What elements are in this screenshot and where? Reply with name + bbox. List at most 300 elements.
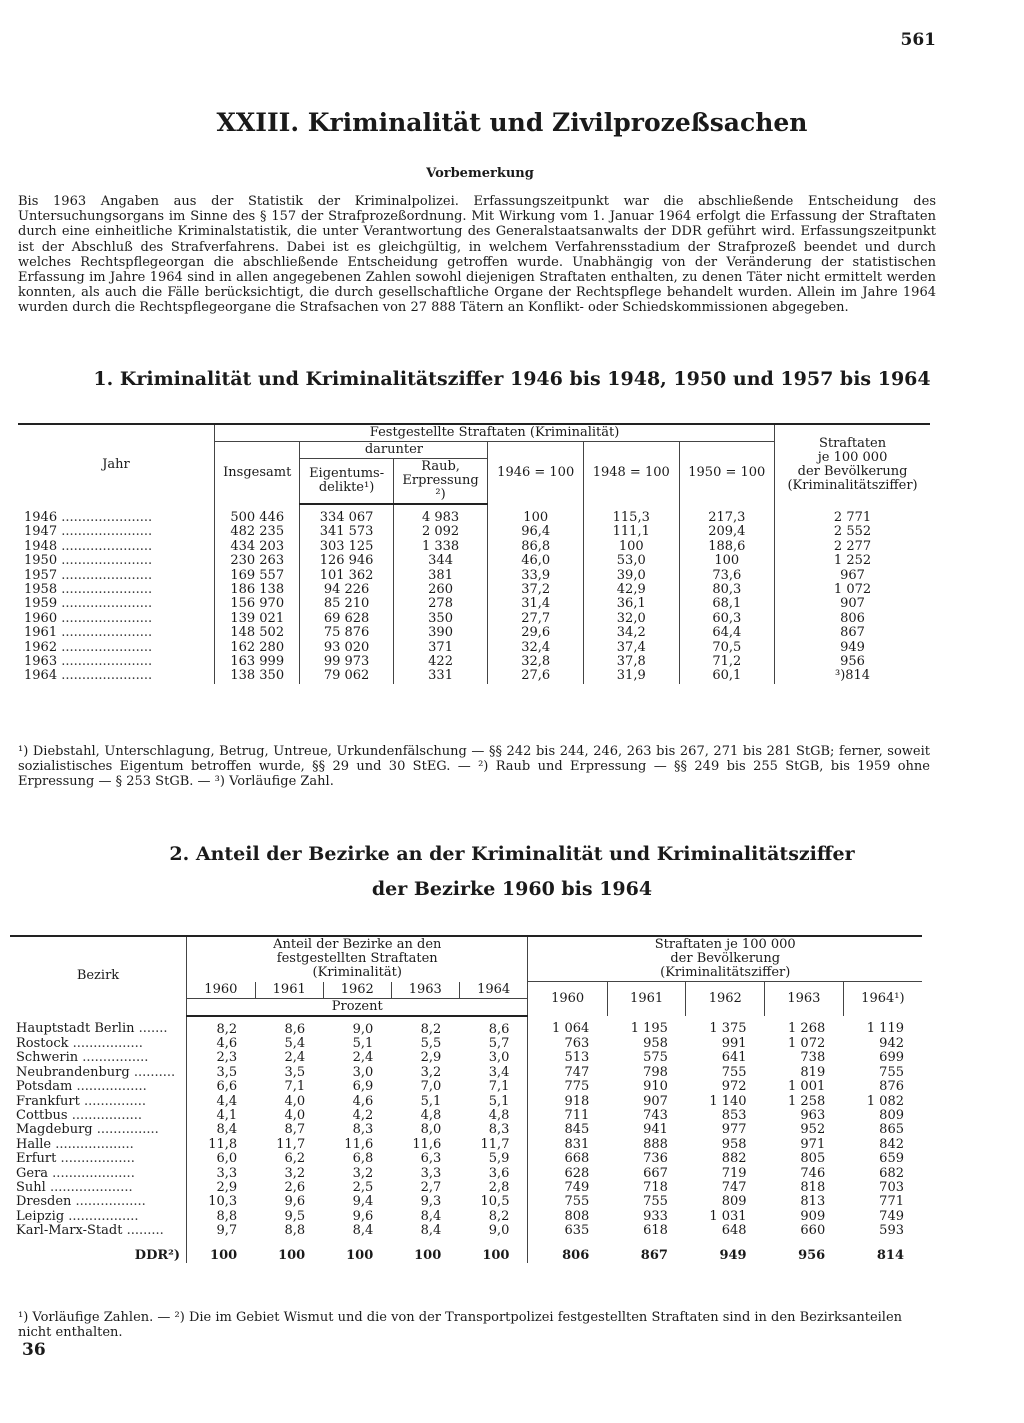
table-cell: 806 — [562, 1247, 590, 1263]
table-cell: 100 — [346, 1247, 374, 1263]
table-cell: 809 — [721, 1194, 747, 1210]
district-label: Leipzig — [16, 1208, 65, 1224]
table-cell: 798 — [643, 1064, 668, 1080]
table-cell: 3,4 — [459, 1066, 528, 1080]
table-cell: 334 067 — [300, 504, 393, 525]
table-row — [18, 612, 930, 626]
table-cell: 10,5 — [459, 1195, 528, 1209]
table-cell: 3,0 — [352, 1064, 374, 1080]
table-cell: 217,3 — [679, 504, 775, 525]
table-cell: 422 — [393, 655, 488, 669]
table-cell: 5,5 — [420, 1035, 442, 1051]
table-cell: 100 — [679, 554, 775, 568]
table-cell: 115,3 — [583, 504, 679, 525]
table-cell: 85 210 — [300, 597, 393, 611]
row-year: 1946 ...................... — [18, 504, 215, 525]
table-cell: 635 — [564, 1223, 590, 1239]
table-cell: 5,1 — [352, 1035, 374, 1051]
table-cell: 5,7 — [459, 1037, 528, 1051]
year-label: 1948 — [24, 538, 58, 554]
year-label: 1962 — [24, 639, 58, 655]
table-cell: 513 — [564, 1050, 590, 1066]
table-cell: 341 573 — [300, 525, 393, 539]
year-label: 1946 — [24, 509, 58, 525]
table-row — [18, 554, 930, 568]
district-name: Dresden ................. — [10, 1195, 187, 1209]
table-cell: 11,7 — [276, 1136, 306, 1152]
table-row — [10, 1224, 922, 1238]
table-cell: 42,9 — [583, 583, 679, 597]
row-year: 1960 ...................... — [18, 612, 215, 626]
table-cell: 699 — [879, 1050, 904, 1066]
header-kriminalitaetsziffer: Straftaten je 100 000 der Bevölkerung (Kriminalitätsziffer) — [787, 435, 918, 493]
table-cell: 1 140 — [709, 1093, 747, 1109]
table-cell: 806 — [840, 610, 865, 626]
table-cell: 80,3 — [679, 583, 775, 597]
table-cell: 971 — [800, 1136, 826, 1152]
table-cell: 6,9 — [352, 1079, 374, 1095]
table-row — [18, 669, 930, 683]
district-label: Frankfurt — [16, 1093, 80, 1109]
table-cell: 126 946 — [300, 554, 393, 568]
table-cell: 11,8 — [208, 1136, 238, 1152]
table-cell: 9,6 — [284, 1194, 306, 1210]
table-cell: 260 — [393, 583, 488, 597]
table-cell: 4,6 — [216, 1035, 238, 1051]
table-cell: 952 — [800, 1122, 826, 1138]
table-cell: 32,8 — [488, 655, 584, 669]
table-cell: 73,6 — [679, 569, 775, 583]
table-cell: 434 203 — [215, 540, 300, 554]
table-cell: 169 557 — [215, 569, 300, 583]
table-cell: 660 — [800, 1223, 826, 1239]
table-cell: 99 973 — [300, 655, 393, 669]
table-cell: 910 — [643, 1079, 668, 1095]
table-cell: 949 — [719, 1247, 747, 1263]
header-year-anteil: 1960 — [187, 982, 256, 999]
printer-signature: 36 — [22, 1340, 46, 1360]
district-name: Magdeburg ............... — [10, 1123, 187, 1137]
table-cell: 381 — [393, 569, 488, 583]
table-cell: 956 — [840, 654, 865, 670]
header-index-1946: 1946 = 100 — [488, 442, 584, 505]
table-cell: 853 — [721, 1107, 747, 1123]
header-year-anteil: 1961 — [255, 982, 323, 999]
district-label: Rostock — [16, 1035, 69, 1051]
table-cell: 209,4 — [679, 525, 775, 539]
table-row — [10, 1152, 922, 1166]
table-cell: 5,4 — [284, 1035, 306, 1051]
table-row — [10, 1037, 922, 1051]
header-prozent: Prozent — [187, 998, 528, 1016]
header-jahr: Jahr — [18, 424, 215, 504]
header-index-1950: 1950 = 100 — [679, 442, 775, 505]
table-cell: 100 — [210, 1247, 238, 1263]
district-name: Suhl .................... — [10, 1181, 187, 1195]
table-cell: 831 — [564, 1136, 590, 1152]
row-year: 1961 ...................... — [18, 626, 215, 640]
table-cell: 818 — [800, 1179, 826, 1195]
table-cell: 86,8 — [488, 540, 584, 554]
table-cell: 907 — [840, 596, 865, 612]
table-cell: 641 — [721, 1050, 747, 1066]
table-cell: 6,0 — [216, 1151, 238, 1167]
table-cell: 7,1 — [284, 1079, 306, 1095]
table-cell: 2,4 — [352, 1050, 374, 1066]
table-row — [18, 583, 930, 597]
table-cell: 5,1 — [420, 1093, 442, 1109]
table-cell: 34,2 — [583, 626, 679, 640]
row-year: 1957 ...................... — [18, 569, 215, 583]
district-crime-table — [10, 935, 922, 1263]
table-cell: 814 — [876, 1247, 904, 1263]
table-cell: 1 252 — [833, 553, 872, 569]
table-cell: 9,3 — [420, 1194, 442, 1210]
table-cell: 755 — [721, 1064, 747, 1080]
table-cell: 963 — [800, 1107, 826, 1123]
total-row — [10, 1239, 922, 1263]
table-cell: 94 226 — [300, 583, 393, 597]
vorbemerkung-title: Vorbemerkung — [426, 166, 534, 181]
district-label: Neubrandenburg — [16, 1064, 130, 1080]
row-year: 1947 ...................... — [18, 525, 215, 539]
table-cell: 4,4 — [216, 1093, 238, 1109]
vorbemerkung-text: Bis 1963 Angaben aus der Statistik der Kriminalpolizei. Erfassungszeitpunkt war die abschließende Entscheidung des Untersuchungsorgans im Sinne des § 157 der Strafprozeßordnung. Mit Wirkung vom 1. Januar 1964 erfolgt die Erfassung der Straftaten durch eine einheitliche Kriminalstatistik, die unter Verantwortung des Generalstaatsanwalts der DDR geführt wird. Erfassungszeitpunkt ist der Abschluß des Strafverfahrens. Dabei ist es gleichgültig, in welchem Verfahrensstadium der Strafprozeß beendet und durch welches Rechtspflegeorgan die abschließende Entscheidung getroffen wurde. Unabhängig von der Veränderung der statistischen Erfassung im Jahre 1964 sind in allen angegebenen Zahlen sowohl diejenigen Straftaten enthalten, zu denen Täter nicht ermittelt werden konnten, als auch die Fälle berücksichtigt, die durch gesellschaftliche Organe der Rechtspflege behandelt wurden. Allein im Jahre 1964 wurden durch die Rechtspflegeorgane die Strafsachen von 27 888 Tätern an Konflikt- oder Schiedskommissionen abgegeben. — [18, 194, 936, 316]
table-cell: 907 — [643, 1093, 668, 1109]
district-label: Suhl — [16, 1179, 46, 1195]
table-cell: 60,3 — [679, 612, 775, 626]
district-label: Karl-Marx-Stadt — [16, 1223, 123, 1239]
district-name: Karl-Marx-Stadt ......... — [10, 1224, 187, 1238]
table-cell: 738 — [800, 1050, 826, 1066]
table-cell: 667 — [643, 1165, 668, 1181]
table-cell: 8,4 — [216, 1122, 238, 1138]
table-cell: 949 — [840, 639, 865, 655]
table-cell: 2 092 — [393, 525, 488, 539]
table-cell: 882 — [721, 1151, 747, 1167]
table-cell: 482 235 — [215, 525, 300, 539]
table-cell: ³)814 — [834, 668, 871, 684]
table-cell: 8,4 — [420, 1208, 442, 1224]
district-label: Schwerin — [16, 1050, 79, 1066]
table-cell: 933 — [643, 1208, 668, 1224]
table-row — [10, 1080, 922, 1094]
table-cell: 4,8 — [420, 1107, 442, 1123]
table-cell: 593 — [879, 1223, 904, 1239]
table-cell: 344 — [393, 554, 488, 568]
table-cell: 718 — [643, 1179, 668, 1195]
table-cell: 6,6 — [216, 1079, 238, 1095]
table-cell: 4,6 — [352, 1093, 374, 1109]
table-cell: 8,3 — [459, 1123, 528, 1137]
table-cell: 4,2 — [352, 1107, 374, 1123]
table-cell: 3,3 — [420, 1165, 442, 1181]
table-cell: 390 — [393, 626, 488, 640]
district-label: Erfurt — [16, 1151, 57, 1167]
table-cell: 2,5 — [352, 1179, 374, 1195]
table-cell: 69 628 — [300, 612, 393, 626]
table-cell: 27,7 — [488, 612, 584, 626]
table-cell: 2,3 — [216, 1050, 238, 1066]
table-cell: 39,0 — [583, 569, 679, 583]
table-row — [18, 540, 930, 554]
table-cell: 819 — [800, 1064, 826, 1080]
table-cell: 7,0 — [420, 1079, 442, 1095]
table-cell: 148 502 — [215, 626, 300, 640]
table-cell: 865 — [879, 1122, 904, 1138]
table-cell: 100 — [459, 1239, 528, 1263]
table-cell: 186 138 — [215, 583, 300, 597]
table-cell: 2 277 — [833, 538, 872, 554]
table-row — [10, 1066, 922, 1080]
district-name: Hauptstadt Berlin ....... — [10, 1016, 187, 1037]
table-cell: 1 001 — [788, 1079, 826, 1095]
header-year-ziffer: 1963 — [765, 982, 844, 1016]
table-cell: 100 — [278, 1247, 306, 1263]
table-cell: 64,4 — [679, 626, 775, 640]
table-row — [18, 504, 930, 525]
table-cell: 6,3 — [420, 1151, 442, 1167]
table2-title-line1: 2. Anteil der Bezirke an der Kriminalität und Kriminalitätsziffer — [169, 843, 855, 865]
table-cell: 9,4 — [352, 1194, 374, 1210]
table-cell: 755 — [564, 1194, 590, 1210]
year-label: 1959 — [24, 596, 58, 612]
table-cell: 1 082 — [866, 1093, 904, 1109]
header-ziffer: Straftaten je 100 000 der Bevölkerung (Kriminalitätsziffer) — [528, 936, 922, 982]
table-cell: 3,0 — [459, 1051, 528, 1065]
table-cell: 303 125 — [300, 540, 393, 554]
table2-title-line2: der Bezirke 1960 bis 1964 — [371, 878, 653, 900]
table-cell: 500 446 — [215, 504, 300, 525]
table-row — [18, 626, 930, 640]
table-cell: 659 — [879, 1151, 904, 1167]
table-cell: 8,6 — [459, 1016, 528, 1037]
table-cell: 3,6 — [459, 1167, 528, 1181]
table-cell: 682 — [879, 1165, 904, 1181]
table-cell: 46,0 — [488, 554, 584, 568]
table-cell: 763 — [564, 1035, 590, 1051]
table-cell: 11,6 — [344, 1136, 374, 1152]
header-index-1948: 1948 = 100 — [583, 442, 679, 505]
table-cell: 371 — [393, 641, 488, 655]
table-cell: 2,9 — [216, 1179, 238, 1195]
table1-footnote: ¹) Diebstahl, Unterschlagung, Betrug, Untreue, Urkundenfälschung — §§ 242 bis 244, 246, 263 bis 267, 271 bis 281 StGB; ferner, soweit sozialistisches Eigentum betroffen wurde, §§ 29 und 30 StEG. — ²) Raub und Erpressung — §§ 249 bis 255 StGB, bis 1959 ohne Erpressung — § 253 StGB. — ³) Vorläufige Zahl. — [18, 744, 930, 790]
table-cell: 941 — [643, 1122, 668, 1138]
table-row — [10, 1167, 922, 1181]
header-year-anteil: 1963 — [391, 982, 459, 999]
table-cell: 1 072 — [788, 1035, 826, 1051]
table-cell: 31,4 — [488, 597, 584, 611]
table-cell: 162 280 — [215, 641, 300, 655]
table-cell: 888 — [643, 1136, 668, 1152]
table-cell: 8,7 — [284, 1122, 306, 1138]
chapter-title: XXIII. Kriminalität und Zivilprozeßsachen — [216, 108, 808, 137]
table-cell: 1 119 — [866, 1021, 904, 1036]
table-cell: 747 — [721, 1179, 747, 1195]
row-year: 1964 ...................... — [18, 669, 215, 683]
header-insgesamt: Insgesamt — [215, 442, 300, 505]
table-cell: 4 983 — [393, 504, 488, 525]
table-cell: 75 876 — [300, 626, 393, 640]
table-cell: 9,7 — [216, 1223, 238, 1239]
table-cell: 1 064 — [552, 1021, 590, 1036]
table-cell: 3,5 — [216, 1064, 238, 1080]
row-year: 1948 ...................... — [18, 540, 215, 554]
table-cell: 101 362 — [300, 569, 393, 583]
table-cell: 942 — [879, 1035, 904, 1051]
district-name — [10, 1239, 187, 1263]
district-name: Rostock ................. — [10, 1037, 187, 1051]
table-cell: 845 — [564, 1122, 590, 1138]
table-cell: 972 — [721, 1079, 747, 1095]
table-cell: 6,2 — [284, 1151, 306, 1167]
row-year: 1950 ...................... — [18, 554, 215, 568]
year-label: 1963 — [24, 654, 58, 670]
table-cell: 8,2 — [459, 1210, 528, 1224]
table2-footnote: ¹) Vorläufige Zahlen. — ²) Die im Gebiet Wismut und die von der Transportpolizei festgestellten Straftaten sind in den Bezirksanteilen nicht enthalten. — [18, 1310, 903, 1341]
header-darunter: darunter — [300, 442, 488, 459]
year-label: 1964 — [24, 668, 58, 684]
table-cell: 68,1 — [679, 597, 775, 611]
table-cell: 736 — [643, 1151, 668, 1167]
table-cell: 53,0 — [583, 554, 679, 568]
table-cell: 156 970 — [215, 597, 300, 611]
table-cell: 7,1 — [459, 1080, 528, 1094]
table-cell: 9,5 — [284, 1208, 306, 1224]
table-cell: 4,0 — [284, 1093, 306, 1109]
district-name: Schwerin ................ — [10, 1051, 187, 1065]
table-cell: 8,8 — [216, 1208, 238, 1224]
district-name: Potsdam ................. — [10, 1080, 187, 1094]
table-cell: 805 — [800, 1151, 826, 1167]
table-cell: 2,7 — [420, 1179, 442, 1195]
table-cell: 876 — [879, 1079, 904, 1095]
table-cell: 27,6 — [488, 669, 584, 683]
header-year-anteil: 1964 — [459, 982, 528, 999]
table-cell: 1 072 — [833, 582, 872, 598]
table-cell: 3,3 — [216, 1165, 238, 1181]
table-cell: 9,6 — [352, 1208, 374, 1224]
table-cell: 1 375 — [709, 1021, 747, 1036]
table-cell: 809 — [879, 1107, 904, 1123]
table-cell: 70,5 — [679, 641, 775, 655]
year-label: 1958 — [24, 582, 58, 598]
table-cell: 719 — [721, 1165, 747, 1181]
table-cell: 2 552 — [833, 524, 872, 540]
table-cell: 139 021 — [215, 612, 300, 626]
table-cell: 648 — [721, 1223, 747, 1239]
header-year-anteil: 1962 — [323, 982, 391, 999]
table-cell: 9,0 — [352, 1021, 374, 1037]
table-cell: 96,4 — [488, 525, 584, 539]
header-eigentumsdelikte: Eigentums- delikte¹) — [300, 459, 393, 505]
table-cell: 138 350 — [215, 669, 300, 683]
table-cell: 771 — [879, 1194, 904, 1210]
table-cell: 3,2 — [352, 1165, 374, 1181]
table-cell: 350 — [393, 612, 488, 626]
table-cell: 11,7 — [459, 1138, 528, 1152]
district-label: Gera — [16, 1165, 49, 1181]
table-cell: 8,6 — [284, 1021, 306, 1037]
table-cell: 31,9 — [583, 669, 679, 683]
table-row — [10, 1123, 922, 1137]
table-cell: 8,0 — [420, 1122, 442, 1138]
table-cell: 60,1 — [679, 669, 775, 683]
table-cell: 9,0 — [459, 1224, 528, 1238]
table-cell: 749 — [879, 1208, 904, 1224]
table-cell: 4,8 — [459, 1109, 528, 1123]
table-row — [10, 1138, 922, 1152]
table-cell: 111,1 — [583, 525, 679, 539]
district-name: Neubrandenburg .......... — [10, 1066, 187, 1080]
table-cell: 32,0 — [583, 612, 679, 626]
district-name: Leipzig ................. — [10, 1210, 187, 1224]
district-name: Halle ................... — [10, 1138, 187, 1152]
table-cell: 8,8 — [284, 1223, 306, 1239]
table-cell: 775 — [564, 1079, 590, 1095]
table-cell: 755 — [879, 1064, 904, 1080]
table-cell: 668 — [564, 1151, 590, 1167]
table-cell: 230 263 — [215, 554, 300, 568]
district-name: Frankfurt ............... — [10, 1095, 187, 1109]
table-cell: 747 — [564, 1064, 590, 1080]
table-row — [18, 569, 930, 583]
table-cell: 1 258 — [788, 1093, 826, 1109]
table-cell: 813 — [800, 1194, 826, 1210]
district-label: Hauptstadt Berlin — [16, 1021, 135, 1036]
row-year: 1962 ...................... — [18, 641, 215, 655]
table-cell: 991 — [721, 1035, 747, 1051]
district-label: Halle — [16, 1136, 52, 1152]
crime-rate-table — [18, 423, 930, 684]
table-cell: 8,4 — [352, 1223, 374, 1239]
table-cell: 977 — [721, 1122, 747, 1138]
header-year-ziffer: 1962 — [686, 982, 765, 1016]
district-label: Potsdam — [16, 1079, 73, 1095]
table-cell: 5,9 — [459, 1152, 528, 1166]
district-label: Magdeburg — [16, 1122, 93, 1138]
table-cell: 11,6 — [412, 1136, 442, 1152]
table-cell: 1 195 — [630, 1021, 668, 1036]
table-row — [10, 1181, 922, 1195]
year-label: 1950 — [24, 553, 58, 569]
table-cell: 33,9 — [488, 569, 584, 583]
year-label: 1960 — [24, 610, 58, 626]
table-cell: 8,3 — [352, 1122, 374, 1138]
header-year-ziffer: 1961 — [607, 982, 686, 1016]
table-row — [10, 1016, 922, 1037]
table-cell: 3,2 — [420, 1064, 442, 1080]
table-cell: 628 — [564, 1165, 590, 1181]
table-cell: 100 — [583, 540, 679, 554]
table-cell: 37,2 — [488, 583, 584, 597]
table-cell: 1 338 — [393, 540, 488, 554]
table-row — [10, 1051, 922, 1065]
table-cell: 100 — [488, 504, 584, 525]
table-cell: 749 — [564, 1179, 590, 1195]
table-row — [18, 597, 930, 611]
table-cell: 1 268 — [788, 1021, 826, 1036]
table-row — [18, 641, 930, 655]
table-cell: 37,4 — [583, 641, 679, 655]
table-cell: 36,1 — [583, 597, 679, 611]
table-cell: 100 — [414, 1247, 442, 1263]
table-cell: 3,5 — [284, 1064, 306, 1080]
table-cell: 2,9 — [420, 1050, 442, 1066]
table-cell: 331 — [393, 669, 488, 683]
table-cell: 29,6 — [488, 626, 584, 640]
header-year-ziffer: 1964¹) — [861, 990, 905, 1006]
